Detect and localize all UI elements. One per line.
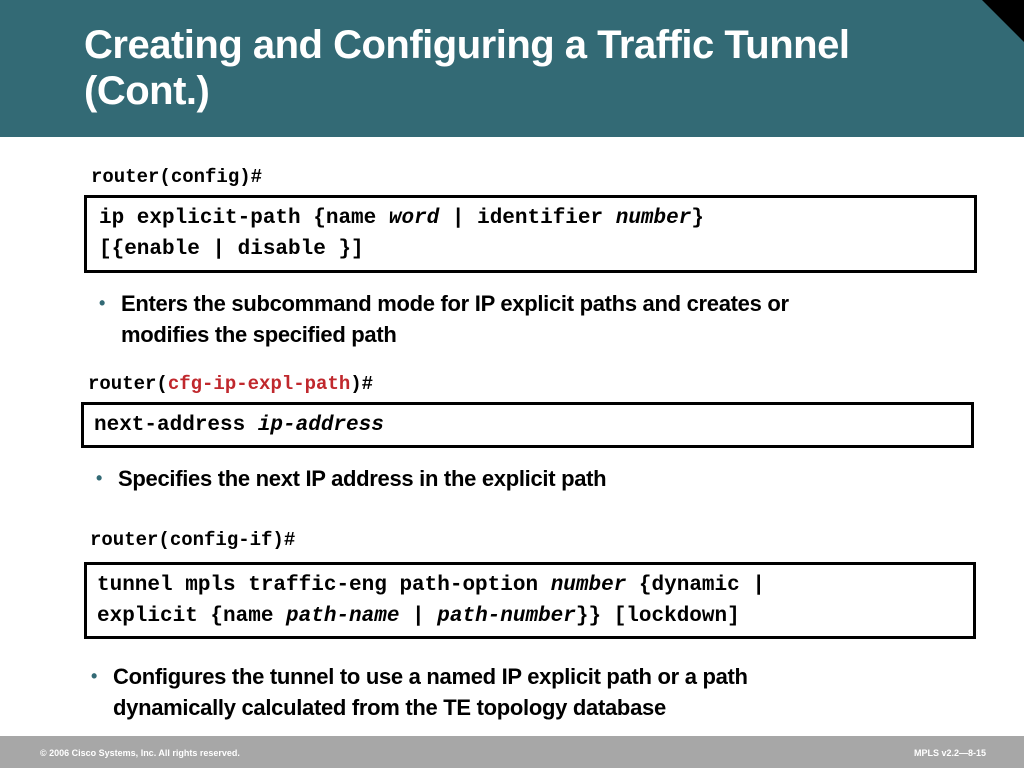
command-keyword: }} [lockdown] — [575, 605, 740, 628]
bullet-text: modifies the specified path — [121, 322, 397, 347]
command-keyword: | — [399, 605, 438, 628]
command-keyword: next-address — [94, 414, 258, 437]
title-bar — [0, 0, 1024, 137]
copyright-text: © 2006 Cisco Systems, Inc. All rights reserved. — [40, 748, 240, 758]
prompt-cfg-ip-expl-path — [88, 373, 373, 395]
prompt-prefix: router( — [88, 373, 168, 395]
command-line — [97, 601, 963, 632]
prompt-highlight: cfg-ip-expl-path — [167, 373, 351, 395]
prompt-config-if: router(config-if)# — [90, 529, 296, 551]
command-box-path-option — [84, 562, 976, 639]
corner-decoration — [982, 0, 1024, 42]
command-argument: number — [550, 574, 627, 597]
command-box-explicit-path — [84, 195, 977, 273]
slide-title-line-2: (Cont.) — [84, 69, 210, 113]
command-argument: path-number — [437, 605, 576, 628]
command-line — [97, 570, 963, 601]
bullet-text: Specifies the next IP address in the explicit path — [118, 466, 607, 491]
bullet-dot: • — [99, 293, 106, 313]
bullet-text: Configures the tunnel to use a named IP explicit path or a path — [113, 664, 748, 689]
bullet-dot: • — [96, 468, 103, 488]
prompt-config: router(config)# — [91, 166, 263, 188]
slide-title-line-1: Creating and Configuring a Traffic Tunnel — [84, 23, 850, 67]
command-argument: path-name — [286, 605, 400, 628]
command-argument: word — [388, 207, 440, 230]
command-keyword: explicit {name — [97, 605, 287, 628]
command-keyword: } — [691, 207, 704, 230]
command-box-next-address — [81, 402, 974, 448]
bullet-item — [91, 661, 973, 723]
command-line — [99, 234, 962, 265]
command-keyword: tunnel mpls traffic-eng path-option — [97, 574, 551, 597]
command-line — [94, 410, 961, 441]
command-keyword: {dynamic | — [626, 574, 765, 597]
bullet-item — [96, 463, 958, 494]
course-code: MPLS v2.2—8-15 — [913, 748, 986, 758]
bullet-text: dynamically calculated from the TE topology database — [113, 695, 666, 720]
command-keyword: ip explicit-path {name — [99, 207, 389, 230]
command-keyword: [{enable | disable }] — [99, 238, 364, 261]
bullet-text: Enters the subcommand mode for IP explicit paths and creates or — [121, 291, 789, 316]
command-argument: ip-address — [257, 414, 384, 437]
footer-bar — [0, 736, 1024, 768]
command-argument: number — [615, 207, 692, 230]
bullet-dot: • — [91, 666, 98, 686]
command-keyword: | identifier — [439, 207, 616, 230]
prompt-suffix: )# — [350, 373, 374, 395]
slide-title — [84, 22, 984, 114]
command-line — [99, 203, 962, 234]
bullet-item — [99, 288, 961, 350]
